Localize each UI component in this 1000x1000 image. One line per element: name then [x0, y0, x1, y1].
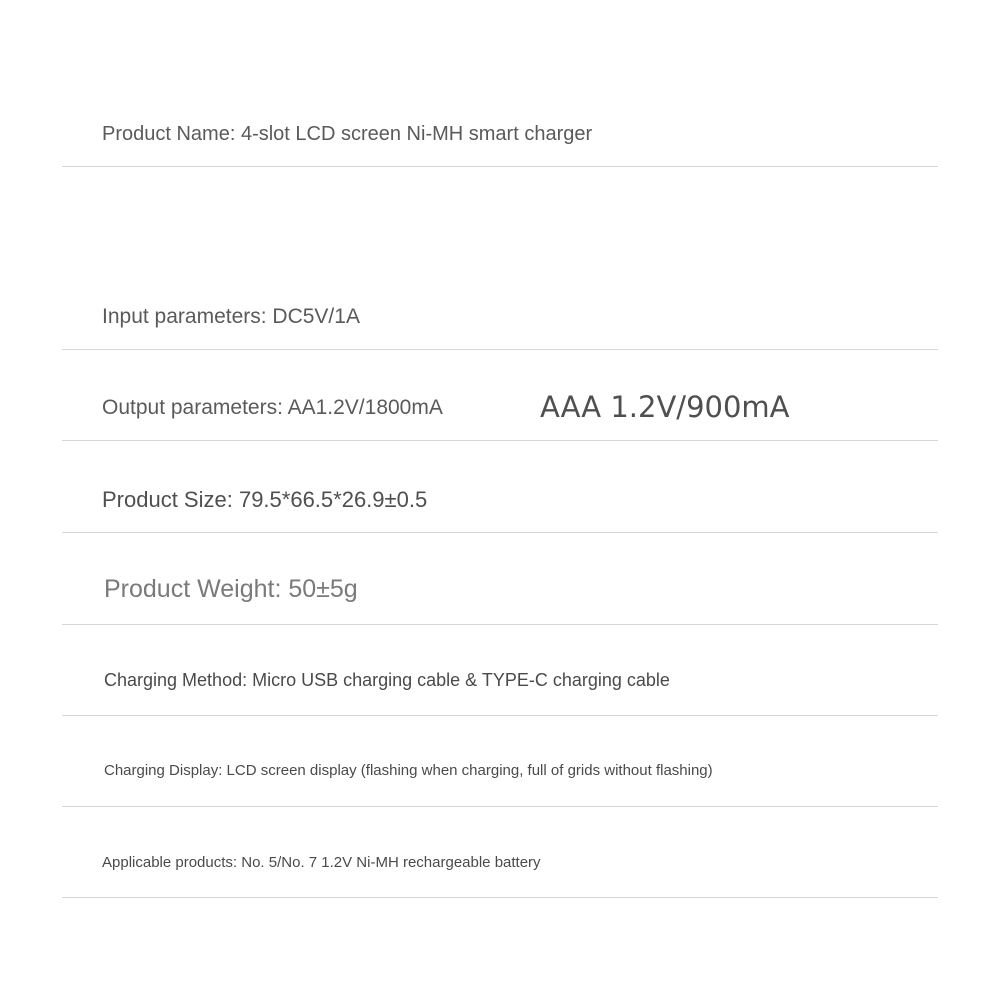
output-parameters-aaa-text: AAA 1.2V/900mA	[540, 390, 790, 424]
divider	[62, 624, 938, 625]
product-name-text: Product Name: 4-slot LCD screen Ni-MH smart charger	[102, 123, 593, 145]
divider	[62, 440, 938, 441]
charging-method-text: Charging Method: Micro USB charging cable & TYPE-C charging cable	[104, 670, 670, 690]
applicable-products-text: Applicable products: No. 5/No. 7 1.2V Ni-MH rechargeable battery	[102, 854, 541, 871]
divider	[62, 166, 938, 167]
output-parameters-text: Output parameters: AA1.2V/1800mA	[102, 396, 443, 419]
product-size-text: Product Size: 79.5*66.5*26.9±0.5	[102, 487, 428, 512]
divider	[62, 349, 938, 350]
divider	[62, 806, 938, 807]
input-parameters-text: Input parameters: DC5V/1A	[102, 305, 360, 328]
divider	[62, 532, 938, 533]
divider	[62, 897, 938, 898]
divider	[62, 715, 938, 716]
charging-display-text: Charging Display: LCD screen display (flashing when charging, full of grids without flashing)	[104, 762, 713, 779]
product-weight-text: Product Weight: 50±5g	[104, 575, 358, 603]
